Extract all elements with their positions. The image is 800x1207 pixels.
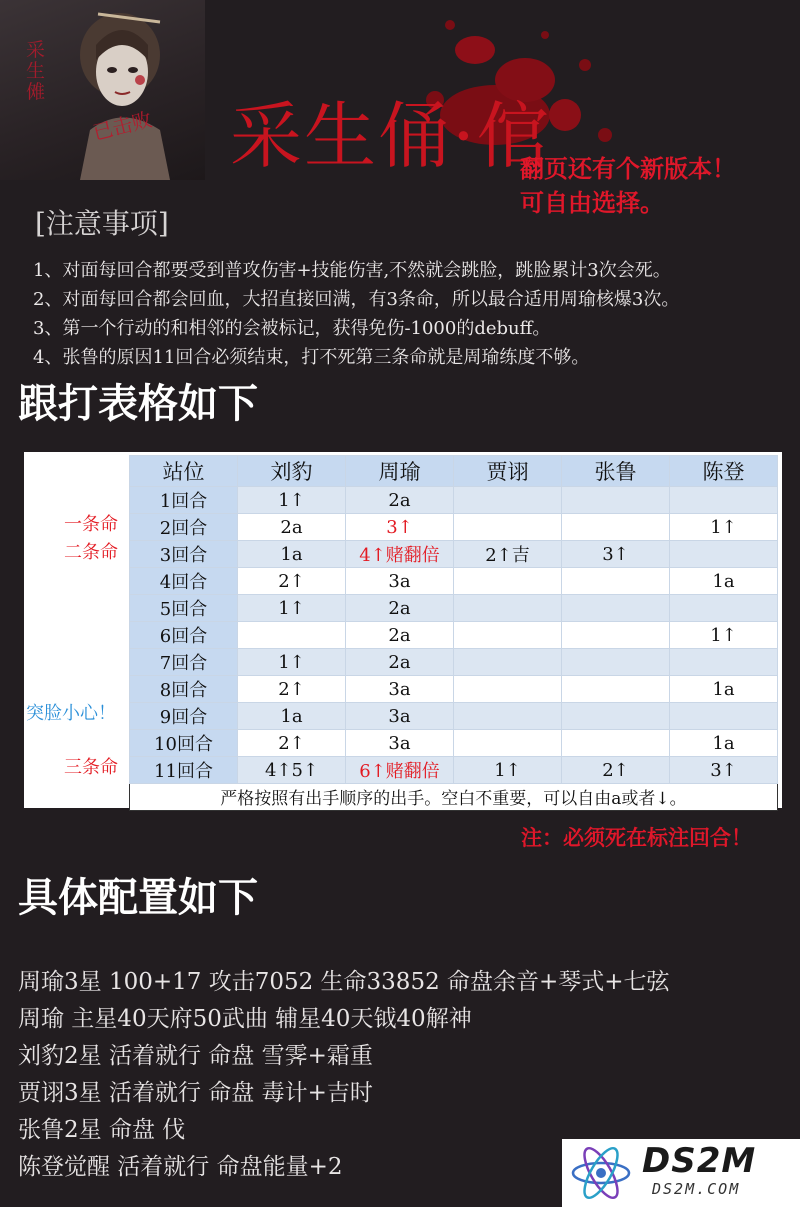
table-row	[130, 676, 778, 703]
table-cell	[562, 676, 670, 703]
table-cell: 6↑赌翻倍	[346, 757, 454, 784]
round-cell: 7回合	[130, 649, 238, 676]
table-row	[130, 649, 778, 676]
logo-url: DS2M.COM	[652, 1180, 741, 1198]
table-cell: 2↑	[562, 757, 670, 784]
table-cell	[562, 487, 670, 514]
table-cell: 1a	[670, 676, 778, 703]
table-row	[130, 622, 778, 649]
table-cell	[454, 649, 562, 676]
round-cell: 11回合	[130, 757, 238, 784]
table-header: 周瑜	[346, 456, 454, 487]
table-cell	[454, 568, 562, 595]
table-row	[130, 541, 778, 568]
table-row	[130, 568, 778, 595]
side-label: 三条命	[64, 757, 118, 778]
table-cell	[670, 541, 778, 568]
table-cell: 3a	[346, 568, 454, 595]
table-cell	[454, 703, 562, 730]
table-cell	[562, 568, 670, 595]
table-header: 张鲁	[562, 456, 670, 487]
table-row	[130, 595, 778, 622]
must-die-note: 注：必须死在标注回合！	[521, 825, 752, 850]
round-cell: 4回合	[130, 568, 238, 595]
table-cell: 2↑	[238, 676, 346, 703]
table-row	[130, 757, 778, 784]
round-cell: 1回合	[130, 487, 238, 514]
table-cell	[670, 649, 778, 676]
round-cell: 9回合	[130, 703, 238, 730]
table-cell	[562, 622, 670, 649]
table-cell: 2a	[238, 514, 346, 541]
table-header: 站位	[130, 456, 238, 487]
table-cell: 2a	[346, 487, 454, 514]
table-cell	[238, 622, 346, 649]
atom-icon	[570, 1145, 632, 1201]
table-cell	[454, 622, 562, 649]
side-label: 突脸小心！	[26, 703, 116, 724]
table-footer-row	[130, 784, 778, 811]
table-row	[130, 487, 778, 514]
defeated-label: 已击败	[90, 107, 155, 145]
note-item: 4、张鲁的原因11回合必须结束，打不死第三条命就是周瑜练度不够。	[33, 347, 590, 368]
round-cell: 3回合	[130, 541, 238, 568]
table-cell: 3↑	[562, 541, 670, 568]
config-item: 贾诩3星 活着就行 命盘 毒计+吉时	[18, 1080, 373, 1106]
config-item: 周瑜 主星40天府50武曲 辅星40天钺40解神	[18, 1006, 472, 1032]
table-cell: 4↑5↑	[238, 757, 346, 784]
table-cell	[562, 730, 670, 757]
round-cell: 5回合	[130, 595, 238, 622]
table-cell: 1↑	[454, 757, 562, 784]
table-cell: 3a	[346, 703, 454, 730]
table-cell	[670, 487, 778, 514]
table-cell: 1a	[670, 730, 778, 757]
table-cell: 1↑	[670, 514, 778, 541]
note-item: 2、对面每回合都会回血，大招直接回满，有3条命，所以最合适用周瑜核爆3次。	[33, 289, 680, 310]
table-cell	[670, 595, 778, 622]
table-cell: 3a	[346, 730, 454, 757]
table-cell	[454, 595, 562, 622]
table-row	[130, 730, 778, 757]
table-cell	[562, 703, 670, 730]
round-cell: 8回合	[130, 676, 238, 703]
table-cell: 3↑	[670, 757, 778, 784]
table-cell: 1a	[238, 703, 346, 730]
boss-portrait	[0, 0, 205, 180]
table-cell: 2↑	[238, 730, 346, 757]
table-cell: 3a	[346, 676, 454, 703]
table-header: 刘豹	[238, 456, 346, 487]
side-label: 一条命	[64, 514, 118, 535]
table-cell: 3↑	[346, 514, 454, 541]
table-cell	[454, 730, 562, 757]
table-header: 贾诩	[454, 456, 562, 487]
table-cell: 1a	[670, 568, 778, 595]
notice-text	[520, 152, 736, 220]
notes-heading: [注意事项]	[35, 207, 169, 240]
table-row	[130, 703, 778, 730]
table-cell: 2↑	[238, 568, 346, 595]
table-cell	[562, 514, 670, 541]
table-cell: 4↑赌翻倍	[346, 541, 454, 568]
config-item: 陈登觉醒 活着就行 命盘能量+2	[18, 1154, 343, 1180]
config-heading: 具体配置如下	[18, 875, 258, 921]
table-cell	[454, 514, 562, 541]
table-cell: 2a	[346, 595, 454, 622]
table-cell	[454, 676, 562, 703]
note-item: 3、第一个行动的和相邻的会被标记，获得免伤-1000的debuff。	[33, 318, 551, 339]
table-cell: 1a	[238, 541, 346, 568]
table-heading: 跟打表格如下	[18, 381, 258, 427]
table-header-row	[130, 456, 778, 487]
page-title: 采生俑·倌	[230, 94, 551, 178]
side-label: 二条命	[64, 542, 118, 563]
table-cell	[562, 649, 670, 676]
table-header: 陈登	[670, 456, 778, 487]
table-cell: 2↑吉	[454, 541, 562, 568]
table-cell	[562, 595, 670, 622]
boss-portrait-name: 采生傩	[26, 39, 46, 103]
table-cell: 1↑	[238, 595, 346, 622]
table-cell	[670, 703, 778, 730]
round-cell: 2回合	[130, 514, 238, 541]
table-cell	[454, 487, 562, 514]
turn-table	[129, 455, 778, 811]
logo-text: DS2M	[642, 1141, 757, 1181]
config-item: 周瑜3星 100+17 攻击7052 生命33852 命盘余音+琴式+七弦	[18, 969, 670, 995]
config-item: 张鲁2星 命盘 伐	[18, 1117, 186, 1143]
table-cell: 1↑	[670, 622, 778, 649]
table-cell: 2a	[346, 649, 454, 676]
notice-line: 翻页还有个新版本！	[520, 154, 736, 183]
turn-table-panel	[24, 452, 782, 808]
site-logo[interactable]	[562, 1139, 800, 1207]
notes-list	[33, 256, 679, 372]
notice-line: 可自由选择。	[520, 188, 664, 217]
round-cell: 10回合	[130, 730, 238, 757]
table-row	[130, 514, 778, 541]
table-cell: 2a	[346, 622, 454, 649]
table-cell: 1↑	[238, 649, 346, 676]
table-footer: 严格按照有出手顺序的出手。空白不重要，可以自由a或者↓。	[130, 784, 778, 811]
table-cell: 1↑	[238, 487, 346, 514]
round-cell: 6回合	[130, 622, 238, 649]
config-item: 刘豹2星 活着就行 命盘 雪霁+霜重	[18, 1043, 373, 1069]
note-item: 1、对面每回合都要受到普攻伤害+技能伤害,不然就会跳脸，跳脸累计3次会死。	[33, 260, 671, 281]
